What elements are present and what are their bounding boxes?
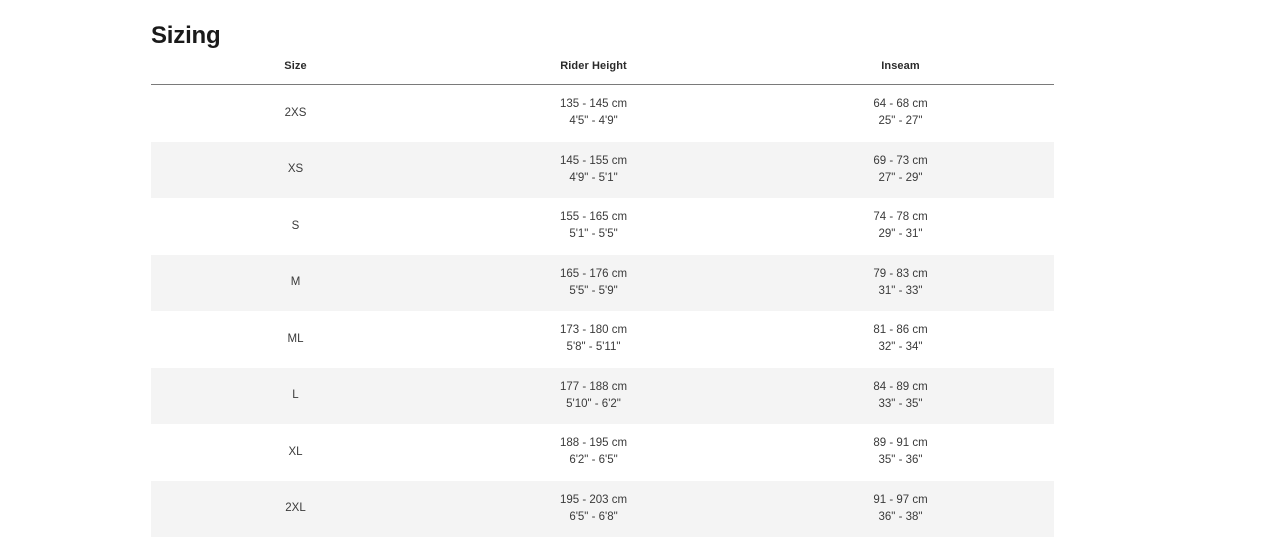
cell-inseam: [747, 311, 1054, 368]
inseam-metric: 81 - 86 cm: [747, 322, 1054, 339]
cell-rider-height: [440, 481, 747, 537]
inseam-metric: 89 - 91 cm: [747, 435, 1054, 452]
rider-height-metric: 195 - 203 cm: [440, 492, 747, 509]
column-header-inseam: Inseam: [747, 60, 1054, 85]
table-header: [151, 60, 1054, 85]
rider-height-metric: 188 - 195 cm: [440, 435, 747, 452]
inseam-metric: 69 - 73 cm: [747, 153, 1054, 170]
inseam-metric: 84 - 89 cm: [747, 379, 1054, 396]
cell-rider-height: [440, 255, 747, 312]
cell-inseam: [747, 368, 1054, 425]
rider-height-imperial: 6'2" - 6'5": [440, 452, 747, 469]
table-row: [151, 198, 1054, 255]
cell-size: XS: [151, 142, 440, 199]
table-body: [151, 85, 1054, 537]
rider-height-imperial: 6'5" - 6'8": [440, 509, 747, 526]
cell-inseam: [747, 255, 1054, 312]
cell-inseam: [747, 481, 1054, 537]
rider-height-imperial: 5'10" - 6'2": [440, 396, 747, 413]
cell-rider-height: [440, 142, 747, 199]
rider-height-imperial: 4'9" - 5'1": [440, 170, 747, 187]
rider-height-metric: 145 - 155 cm: [440, 153, 747, 170]
inseam-imperial: 25" - 27": [747, 113, 1054, 130]
inseam-metric: 79 - 83 cm: [747, 266, 1054, 283]
inseam-imperial: 36" - 38": [747, 509, 1054, 526]
cell-size: S: [151, 198, 440, 255]
cell-size: XL: [151, 424, 440, 481]
inseam-metric: 74 - 78 cm: [747, 209, 1054, 226]
cell-rider-height: [440, 311, 747, 368]
table-row: [151, 255, 1054, 312]
inseam-imperial: 35" - 36": [747, 452, 1054, 469]
cell-rider-height: [440, 85, 747, 142]
table-row: [151, 424, 1054, 481]
table-row: [151, 85, 1054, 142]
table-row: [151, 142, 1054, 199]
inseam-imperial: 32" - 34": [747, 339, 1054, 356]
rider-height-metric: 173 - 180 cm: [440, 322, 747, 339]
column-header-size: Size: [151, 60, 440, 85]
cell-rider-height: [440, 198, 747, 255]
sizing-table-container: [151, 60, 1054, 537]
cell-size: ML: [151, 311, 440, 368]
rider-height-metric: 155 - 165 cm: [440, 209, 747, 226]
inseam-metric: 64 - 68 cm: [747, 96, 1054, 113]
table-row: [151, 368, 1054, 425]
table-header-row: [151, 60, 1054, 85]
inseam-metric: 91 - 97 cm: [747, 492, 1054, 509]
table-row: [151, 481, 1054, 537]
rider-height-imperial: 4'5" - 4'9": [440, 113, 747, 130]
inseam-imperial: 29" - 31": [747, 226, 1054, 243]
cell-size: 2XS: [151, 85, 440, 142]
cell-inseam: [747, 198, 1054, 255]
cell-inseam: [747, 424, 1054, 481]
inseam-imperial: 27" - 29": [747, 170, 1054, 187]
page-title: Sizing: [151, 22, 220, 50]
table-row: [151, 311, 1054, 368]
rider-height-metric: 177 - 188 cm: [440, 379, 747, 396]
cell-rider-height: [440, 368, 747, 425]
cell-inseam: [747, 85, 1054, 142]
cell-size: L: [151, 368, 440, 425]
cell-size: M: [151, 255, 440, 312]
rider-height-imperial: 5'8" - 5'11": [440, 339, 747, 356]
inseam-imperial: 33" - 35": [747, 396, 1054, 413]
rider-height-imperial: 5'1" - 5'5": [440, 226, 747, 243]
inseam-imperial: 31" - 33": [747, 283, 1054, 300]
column-header-rider-height: Rider Height: [440, 60, 747, 85]
rider-height-metric: 165 - 176 cm: [440, 266, 747, 283]
cell-rider-height: [440, 424, 747, 481]
cell-size: 2XL: [151, 481, 440, 537]
rider-height-imperial: 5'5" - 5'9": [440, 283, 747, 300]
sizing-table: [151, 60, 1054, 537]
cell-inseam: [747, 142, 1054, 199]
rider-height-metric: 135 - 145 cm: [440, 96, 747, 113]
